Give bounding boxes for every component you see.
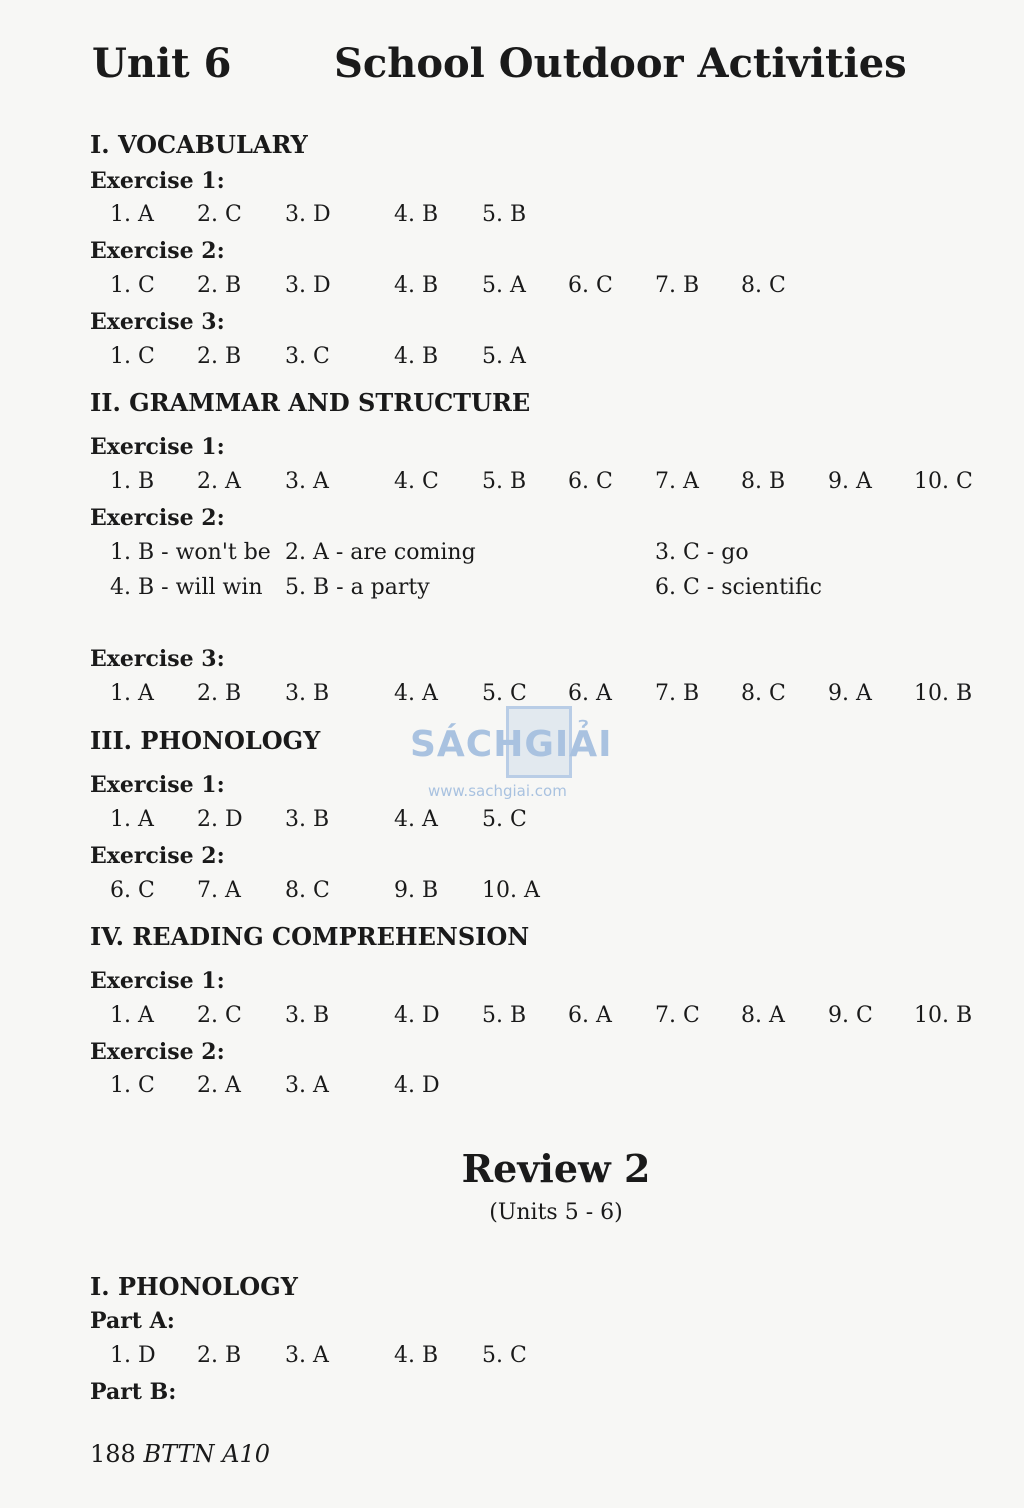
answer-item: 4. B <box>394 1343 439 1368</box>
exercise-heading: Exercise 3: <box>90 309 225 335</box>
section-heading-reading: IV. READING COMPREHENSION <box>90 922 530 951</box>
answer-item: 2. A <box>197 1073 241 1098</box>
phrase-answer: 4. B - will win <box>110 575 263 600</box>
answer-item: 3. A <box>285 469 329 494</box>
answer-item: 1. A <box>110 807 154 832</box>
answer-item: 3. B <box>285 681 330 706</box>
exercise-heading: Exercise 1: <box>90 968 225 994</box>
answer-item: 8. B <box>741 469 786 494</box>
exercise-heading: Exercise 2: <box>90 505 225 531</box>
answer-item: 4. A <box>394 807 438 832</box>
answer-item: 7. A <box>197 878 241 903</box>
watermark-logo <box>410 706 620 806</box>
answer-item: 2. B <box>197 1343 242 1368</box>
answer-item: 2. A <box>197 469 241 494</box>
answer-item: 10. A <box>482 878 540 903</box>
review-subtitle: (Units 5 - 6) <box>489 1200 623 1225</box>
phrase-answer: 6. C - scientific <box>655 575 822 600</box>
answer-item: 2. B <box>197 681 242 706</box>
answer-item: 1. A <box>110 1003 154 1028</box>
answer-item: 1. D <box>110 1343 156 1368</box>
answer-item: 9. B <box>394 878 439 903</box>
book-title: BTTN A10 <box>143 1440 271 1468</box>
answer-item: 4. C <box>394 469 439 494</box>
phrase-answer: 3. C - go <box>655 540 749 565</box>
answer-item: 7. A <box>655 469 699 494</box>
answer-item: 6. A <box>568 681 612 706</box>
answer-item: 1. C <box>110 1073 155 1098</box>
answer-item: 7. B <box>655 681 700 706</box>
answer-item: 5. C <box>482 807 527 832</box>
page-footer <box>90 1440 270 1468</box>
phrase-answer: 2. A - are coming <box>285 540 476 565</box>
answer-item: 5. A <box>482 344 526 369</box>
answer-item: 3. B <box>285 1003 330 1028</box>
answer-item: 8. C <box>285 878 330 903</box>
section-heading-vocabulary: I. VOCABULARY <box>90 130 308 159</box>
answer-item: 4. D <box>394 1073 440 1098</box>
part-heading: Part A: <box>90 1308 175 1334</box>
answer-item: 6. C <box>568 273 613 298</box>
answer-item: 5. C <box>482 1343 527 1368</box>
exercise-heading: Exercise 3: <box>90 646 225 672</box>
answer-item: 2. B <box>197 273 242 298</box>
answer-item: 3. A <box>285 1073 329 1098</box>
answer-item: 7. C <box>655 1003 700 1028</box>
exercise-heading: Exercise 2: <box>90 843 225 869</box>
unit-title: School Outdoor Activities <box>334 40 907 87</box>
answer-item: 10. B <box>914 1003 973 1028</box>
exercise-heading: Exercise 1: <box>90 168 225 194</box>
answer-item: 7. B <box>655 273 700 298</box>
answer-item: 1. C <box>110 344 155 369</box>
answer-item: 6. A <box>568 1003 612 1028</box>
answer-item: 2. D <box>197 807 243 832</box>
phrase-answer: 1. B - won't be <box>110 540 271 565</box>
answer-item: 4. B <box>394 273 439 298</box>
answer-item: 1. A <box>110 681 154 706</box>
answer-item: 9. A <box>828 681 872 706</box>
answer-item: 3. D <box>285 273 331 298</box>
answer-item: 2. C <box>197 1003 242 1028</box>
answer-item: 8. A <box>741 1003 785 1028</box>
watermark-url: www.sachgiai.com <box>428 782 567 800</box>
phrase-answer: 5. B - a party <box>285 575 430 600</box>
review-title: Review 2 <box>461 1146 651 1191</box>
answer-item: 1. B <box>110 469 155 494</box>
answer-item: 9. A <box>828 469 872 494</box>
section-heading-phonology: III. PHONOLOGY <box>90 726 321 755</box>
part-heading: Part B: <box>90 1379 177 1405</box>
answer-item: 5. B <box>482 202 527 227</box>
answer-item: 1. A <box>110 202 154 227</box>
answer-item: 10. C <box>914 469 973 494</box>
answer-item: 1. C <box>110 273 155 298</box>
page-number: 188 <box>90 1440 136 1468</box>
section-heading-grammar: II. GRAMMAR AND STRUCTURE <box>90 388 531 417</box>
answer-item: 6. C <box>568 469 613 494</box>
answer-item: 5. C <box>482 681 527 706</box>
exercise-heading: Exercise 1: <box>90 434 225 460</box>
unit-label: Unit 6 <box>92 40 232 87</box>
answer-item: 2. B <box>197 344 242 369</box>
answer-item: 5. A <box>482 273 526 298</box>
exercise-heading: Exercise 2: <box>90 238 225 264</box>
answer-item: 8. C <box>741 273 786 298</box>
answer-item: 3. A <box>285 1343 329 1368</box>
answer-item: 3. B <box>285 807 330 832</box>
answer-item: 9. C <box>828 1003 873 1028</box>
answer-item: 4. A <box>394 681 438 706</box>
answer-item: 5. B <box>482 1003 527 1028</box>
answer-item: 8. C <box>741 681 786 706</box>
answer-item: 3. C <box>285 344 330 369</box>
answer-item: 4. B <box>394 344 439 369</box>
exercise-heading: Exercise 1: <box>90 772 225 798</box>
answer-item: 4. B <box>394 202 439 227</box>
exercise-heading: Exercise 2: <box>90 1039 225 1065</box>
watermark-text: SÁCHGIẢI <box>410 724 613 765</box>
answer-item: 3. D <box>285 202 331 227</box>
answer-item: 2. C <box>197 202 242 227</box>
answer-item: 5. B <box>482 469 527 494</box>
unit-header <box>92 40 992 100</box>
section-heading-review-phonology: I. PHONOLOGY <box>90 1272 298 1301</box>
answer-item: 10. B <box>914 681 973 706</box>
answer-item: 4. D <box>394 1003 440 1028</box>
answer-item: 6. C <box>110 878 155 903</box>
